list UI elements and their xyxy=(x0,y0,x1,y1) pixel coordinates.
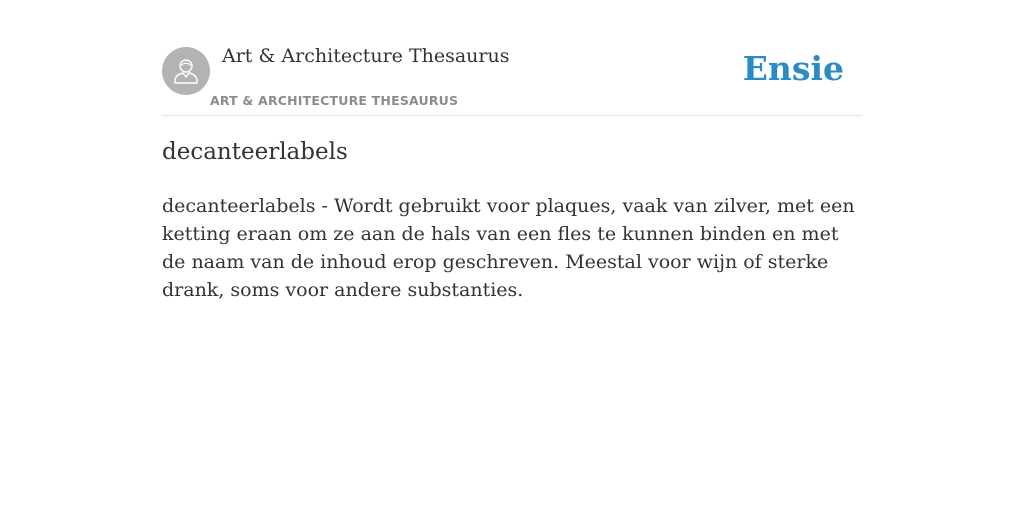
author-subtitle[interactable]: ART & ARCHITECTURE THESAURUS xyxy=(210,93,459,108)
user-icon xyxy=(171,56,201,86)
brand-logo[interactable]: Ensie xyxy=(742,49,844,88)
entry-card xyxy=(162,0,862,301)
author-name[interactable]: Art & Architecture Thesaurus xyxy=(222,45,510,67)
entry-definition: decanteerlabels - Wordt gebruikt voor plaques, vaak van zilver, met een ketting eraan om ze aan de hals van een fles te kunnen binden en met de naam van de inhoud erop geschreven. Meestal voor wijn of sterke drank, soms voor andere substanties. xyxy=(162,195,855,301)
entry-header xyxy=(162,0,862,116)
avatar[interactable] xyxy=(162,47,210,95)
entry-term: decanteerlabels xyxy=(162,139,348,165)
